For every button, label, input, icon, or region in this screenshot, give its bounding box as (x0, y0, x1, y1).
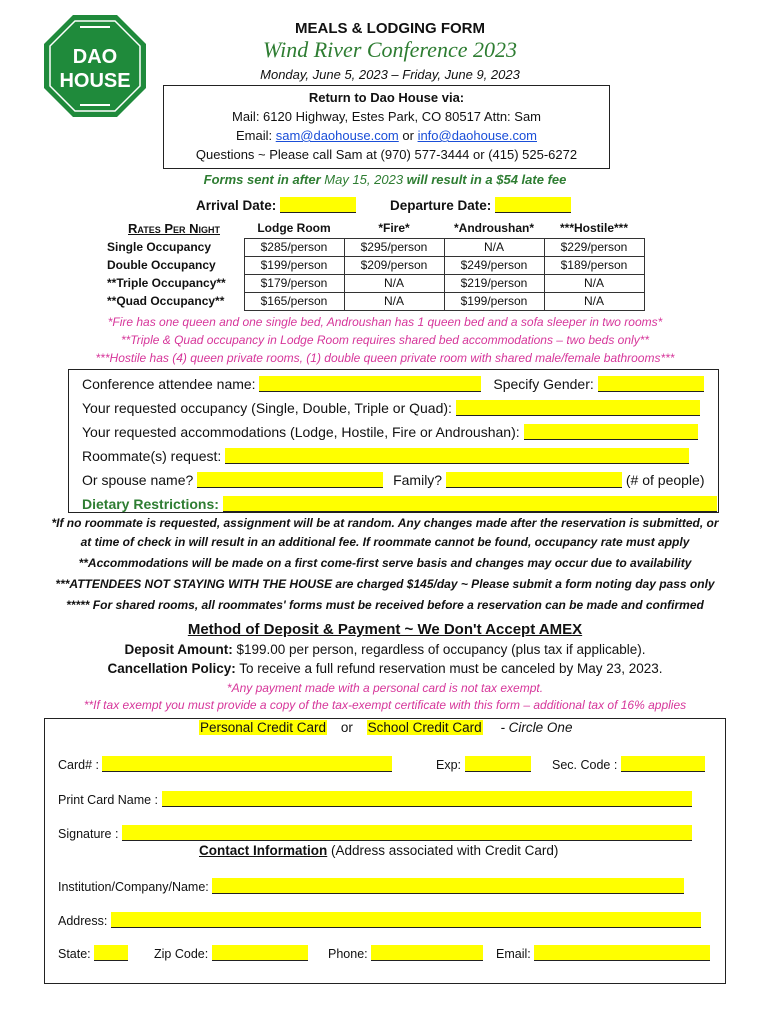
col-lodge: Lodge Room (257, 220, 331, 235)
cancellation-line (60, 661, 710, 676)
row-label: Single Occupancy (107, 240, 212, 254)
signature-label: Signature : (58, 827, 119, 841)
spouse-label: Or spouse name? (82, 472, 194, 488)
contact-sub: (Address associated with Credit Card) (327, 843, 559, 858)
row-label: **Quad Occupancy** (107, 294, 225, 308)
deposit-text: $199.00 per person, regardless of occupancy (plus tax if applicable). (232, 642, 646, 657)
school-card-option[interactable]: School Credit Card (367, 720, 482, 735)
rate-cell: N/A (444, 238, 544, 256)
rate-cell: $165/person (244, 292, 344, 310)
policy-4: ***ATTENDEES NOT STAYING WITH THE HOUSE are charged $145/day ~ Please submit a form noting day pass only (55, 577, 715, 591)
roommate-field[interactable] (225, 448, 689, 464)
table-row (104, 256, 644, 274)
address-label: Address: (58, 914, 108, 928)
contact-title: Contact Information (199, 843, 328, 858)
deposit-line (60, 642, 710, 657)
sec-code-row (552, 756, 705, 772)
rate-cell: $219/person (444, 274, 544, 292)
rate-cell: $189/person (544, 256, 644, 274)
arrival-date-field[interactable] (280, 197, 356, 213)
address-row (58, 912, 701, 928)
logo-line2: HOUSE (59, 70, 131, 92)
zip-label: Zip Code: (154, 947, 209, 961)
exp-label: Exp: (436, 758, 462, 772)
payment-note-2: **If tax exempt you must provide a copy of the tax-exempt certificate with this form – additional tax of 16% applies (83, 698, 687, 712)
sec-code-label: Sec. Code : (552, 758, 618, 772)
late-part1: Forms sent in after (203, 172, 321, 187)
rate-cell: $209/person (344, 256, 444, 274)
signature-row (58, 825, 692, 841)
exp-field[interactable] (465, 756, 531, 772)
email-or: or (398, 128, 418, 143)
table-row (104, 292, 644, 310)
policy-5: ***** For shared rooms, all roommates' forms must be received before a reservation can be made and confirmed (66, 598, 704, 612)
departure-date-field[interactable] (495, 197, 571, 213)
spouse-row (82, 472, 704, 488)
state-label: State: (58, 947, 91, 961)
address-field[interactable] (111, 912, 701, 928)
print-name-field[interactable] (162, 791, 692, 807)
card-number-row (58, 756, 392, 772)
table-row (104, 238, 644, 256)
accommodations-field[interactable] (524, 424, 698, 440)
col-fire: *Fire* (378, 220, 410, 235)
payment-method-title: Method of Deposit & Payment ~ We Don't Accept AMEX (187, 621, 583, 638)
zip-row (154, 945, 308, 961)
email-label: Email: (496, 947, 531, 961)
rate-cell: $285/person (244, 238, 344, 256)
arrival-row (196, 197, 356, 213)
gender-field[interactable] (598, 376, 704, 392)
email-row (496, 945, 710, 961)
arrival-label: Arrival Date: (196, 198, 277, 213)
email-link-sam[interactable]: sam@daohouse.com (275, 128, 399, 143)
late-date: May 15, 2023 (320, 172, 404, 187)
roommate-label: Roommate(s) request: (82, 448, 222, 464)
email-prefix: Email: (235, 128, 276, 143)
rate-cell: $295/person (344, 238, 444, 256)
dao-house-logo (42, 13, 148, 119)
row-label: **Triple Occupancy** (107, 276, 226, 290)
rate-cell: N/A (344, 292, 444, 310)
attendee-name-field[interactable] (259, 376, 481, 392)
or-label: or (340, 720, 353, 735)
room-note-2: **Triple & Quad occupancy in Lodge Room requires shared bed accommodations – two beds only** (120, 333, 650, 347)
institution-row (58, 878, 684, 894)
policy-2: at time of check in will result in an additional fee. If roommate cannot be found, occupancy rate must apply (80, 535, 690, 549)
state-row (58, 945, 128, 961)
cancel-label: Cancellation Policy: (107, 661, 236, 676)
institution-field[interactable] (212, 878, 684, 894)
room-note-3: ***Hostile has (4) queen private rooms, (1) double queen private room with shared male/female bathrooms*** (95, 351, 675, 365)
dietary-field[interactable] (223, 496, 717, 512)
late-part2: will result in a $54 late fee (403, 172, 567, 187)
circle-one-label: - Circle One (500, 720, 573, 735)
logo-line1: DAO (72, 46, 118, 68)
roommate-row (82, 448, 689, 464)
phone-label: Phone: (328, 947, 368, 961)
conference-dates: Monday, June 5, 2023 – Friday, June 9, 2023 (260, 67, 520, 82)
sec-code-field[interactable] (621, 756, 705, 772)
room-note-1: *Fire has one queen and one single bed, Androushan has 1 queen bed and a sofa sleeper in two rooms* (107, 315, 663, 329)
mail-address: Mail: 6120 Highway, Estes Park, CO 80517 Attn: Sam (231, 109, 542, 124)
accommodations-row (82, 424, 698, 440)
rate-cell: N/A (544, 274, 644, 292)
rate-cell: $199/person (244, 256, 344, 274)
exp-row (436, 756, 531, 772)
cancel-text: To receive a full refund reservation must be canceled by May 23, 2023. (235, 661, 663, 676)
return-title: Return to Dao House via: (308, 90, 465, 105)
rate-cell: $199/person (444, 292, 544, 310)
personal-card-option[interactable]: Personal Credit Card (200, 720, 327, 735)
attendee-name-row (82, 376, 704, 392)
card-type-row (199, 720, 572, 735)
col-androushan: *Androushan* (453, 220, 534, 235)
dietary-row (82, 496, 717, 512)
col-hostile: ***Hostile*** (559, 220, 629, 235)
state-field[interactable] (94, 945, 128, 961)
phone-field[interactable] (371, 945, 483, 961)
occupancy-label: Your requested occupancy (Single, Double, Triple or Quad): (82, 400, 452, 416)
print-name-row (58, 791, 692, 807)
deposit-label: Deposit Amount: (124, 642, 233, 657)
card-number-field[interactable] (102, 756, 392, 772)
row-label: Double Occupancy (107, 258, 216, 272)
dietary-label: Dietary Restrictions: (82, 496, 219, 512)
email-link-info[interactable]: info@daohouse.com (417, 128, 537, 143)
rate-cell: N/A (544, 292, 644, 310)
email-field[interactable] (534, 945, 710, 961)
people-label: (# of people) (625, 472, 705, 488)
occupancy-row (82, 400, 700, 416)
rates-title: Rates Per Night (127, 220, 220, 236)
departure-row (390, 197, 571, 213)
return-info-box (163, 85, 610, 169)
family-label: Family? (393, 472, 443, 488)
attendee-name-label: Conference attendee name: (82, 376, 256, 392)
table-row (104, 274, 644, 292)
family-field[interactable] (446, 472, 622, 488)
rate-cell: $179/person (244, 274, 344, 292)
policy-3: **Accommodations will be made on a first come-first serve basis and changes may occur due to availability (78, 556, 692, 570)
occupancy-field[interactable] (456, 400, 700, 416)
signature-field[interactable] (122, 825, 692, 841)
rates-table (104, 218, 645, 311)
policy-1: *If no roommate is requested, assignment will be at random. Any changes made after the reservation is submitted, or (51, 516, 719, 530)
late-fee-notice (120, 172, 650, 187)
payment-note-1: *Any payment made with a personal card is not tax exempt. (226, 681, 544, 695)
contact-title-row (199, 843, 558, 858)
accommodations-label: Your requested accommodations (Lodge, Hostile, Fire or Androushan): (82, 424, 520, 440)
spouse-field[interactable] (197, 472, 383, 488)
gender-label: Specify Gender: (493, 376, 594, 392)
rate-cell: $249/person (444, 256, 544, 274)
print-name-label: Print Card Name : (58, 793, 159, 807)
phone-row (328, 945, 483, 961)
email-line (164, 126, 609, 145)
card-number-label: Card# : (58, 758, 99, 772)
zip-field[interactable] (212, 945, 308, 961)
rate-cell: N/A (344, 274, 444, 292)
questions-line: Questions ~ Please call Sam at (970) 577-3444 or (415) 525-6272 (195, 147, 578, 162)
institution-label: Institution/Company/Name: (58, 880, 209, 894)
departure-label: Departure Date: (390, 198, 492, 213)
conference-title: Wind River Conference 2023 (263, 37, 517, 62)
rate-cell: $229/person (544, 238, 644, 256)
form-title: MEALS & LODGING FORM (295, 20, 485, 37)
